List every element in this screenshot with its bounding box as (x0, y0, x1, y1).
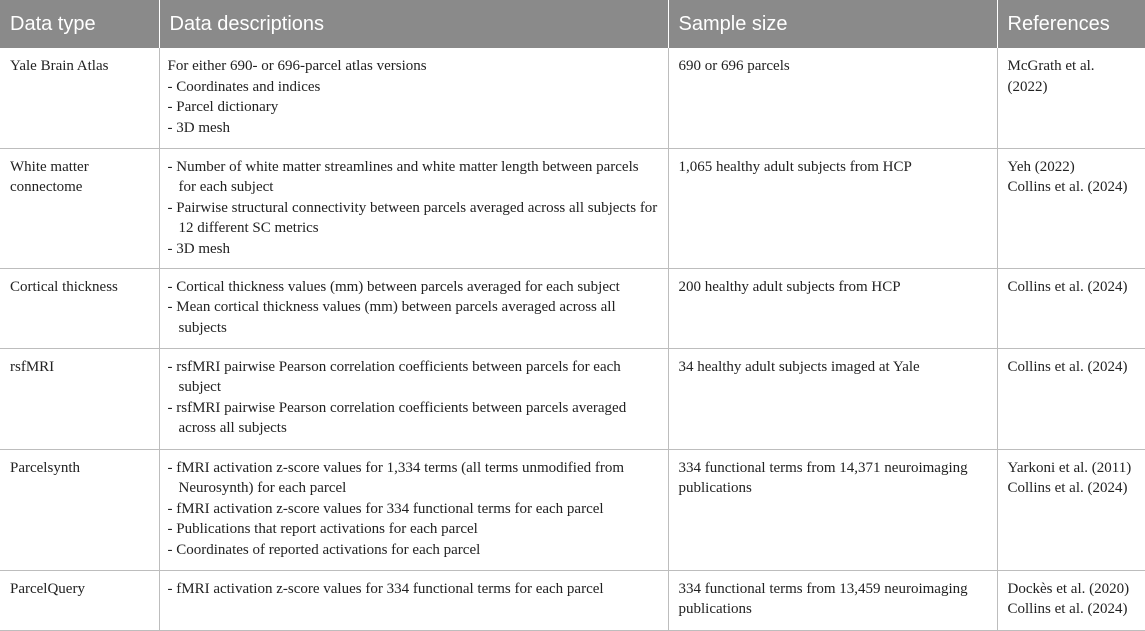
data-type-cell: Yale Brain Atlas (0, 48, 159, 148)
description-intro: For either 690- or 696-parcel atlas versions (167, 58, 427, 74)
reference-item: Collins et al. (2024) (1007, 480, 1128, 496)
description-item: - Coordinates and indices (167, 78, 321, 95)
references-cell (997, 148, 1145, 268)
data-type-cell: White matter connectome (0, 148, 159, 268)
description-cell (159, 348, 668, 449)
references-cell (997, 268, 1145, 348)
description-item: - Mean cortical thickness values (mm) between parcels averaged across all subjects (167, 299, 616, 336)
reference-item: Collins et al. (2024) (1007, 179, 1128, 195)
sample-size-cell: 334 functional terms from 14,371 neuroimaging publications (668, 449, 997, 570)
description-item: - Coordinates of reported activations for each parcel (167, 541, 481, 558)
description-item: - Cortical thickness values (mm) between parcels averaged for each subject (167, 278, 620, 295)
reference-item: Collins et al. (2024) (1007, 358, 1128, 375)
description-item: - Publications that report activations for each parcel (167, 521, 478, 537)
header-row (0, 0, 1145, 48)
description-cell (159, 148, 668, 268)
description-item: - 3D mesh (167, 240, 230, 257)
description-item: - fMRI activation z-score values for 1,334 terms (all terms unmodified from Neurosynth) for each parcel (167, 459, 625, 496)
header-sample-size: Sample size (668, 0, 997, 48)
sample-size-cell: 1,065 healthy adult subjects from HCP (668, 148, 997, 268)
description-item: - Number of white matter streamlines and white matter length between parcels for each subject (167, 158, 639, 195)
header-data-descriptions: Data descriptions (159, 0, 668, 48)
description-item: - 3D mesh (167, 119, 230, 136)
sample-size-cell: 34 healthy adult subjects imaged at Yale (668, 348, 997, 449)
description-cell (159, 449, 668, 570)
references-cell (997, 449, 1145, 570)
reference-item: McGrath et al. (2022) (1007, 58, 1095, 95)
reference-item: Collins et al. (2024) (1007, 278, 1128, 295)
reference-item: Dockès et al. (2020) (1007, 580, 1130, 597)
table-row (0, 48, 1145, 148)
data-type-cell: ParcelQuery (0, 570, 159, 630)
reference-item: Collins et al. (2024) (1007, 601, 1128, 617)
data-type-cell: Cortical thickness (0, 268, 159, 348)
description-cell (159, 570, 668, 630)
description-item: - fMRI activation z-score values for 334 functional terms for each parcel (167, 580, 604, 597)
description-cell (159, 48, 668, 148)
description-item: - fMRI activation z-score values for 334 functional terms for each parcel (167, 500, 604, 517)
data-type-cell: rsfMRI (0, 348, 159, 449)
sample-size-cell: 200 healthy adult subjects from HCP (668, 268, 997, 348)
description-item: - rsfMRI pairwise Pearson correlation coefficients between parcels averaged across all subjects (167, 399, 627, 436)
references-cell (997, 348, 1145, 449)
table-row (0, 148, 1145, 268)
table-row (0, 348, 1145, 449)
sample-size-cell: 334 functional terms from 13,459 neuroimaging publications (668, 570, 997, 630)
description-item: - rsfMRI pairwise Pearson correlation coefficients between parcels for each subject (167, 358, 621, 395)
table-row (0, 570, 1145, 630)
description-item: - Pairwise structural connectivity between parcels averaged across all subjects for 12 different SC metrics (167, 199, 658, 236)
header-references: References (997, 0, 1145, 48)
reference-item: Yeh (2022) (1007, 158, 1075, 175)
header-data-type: Data type (0, 0, 159, 48)
references-cell (997, 48, 1145, 148)
description-item: - Parcel dictionary (167, 99, 279, 115)
table-row (0, 268, 1145, 348)
sample-size-cell: 690 or 696 parcels (668, 48, 997, 148)
table-row (0, 449, 1145, 570)
references-cell (997, 570, 1145, 630)
data-type-cell: Parcelsynth (0, 449, 159, 570)
description-cell (159, 268, 668, 348)
reference-item: Yarkoni et al. (2011) (1007, 459, 1132, 476)
